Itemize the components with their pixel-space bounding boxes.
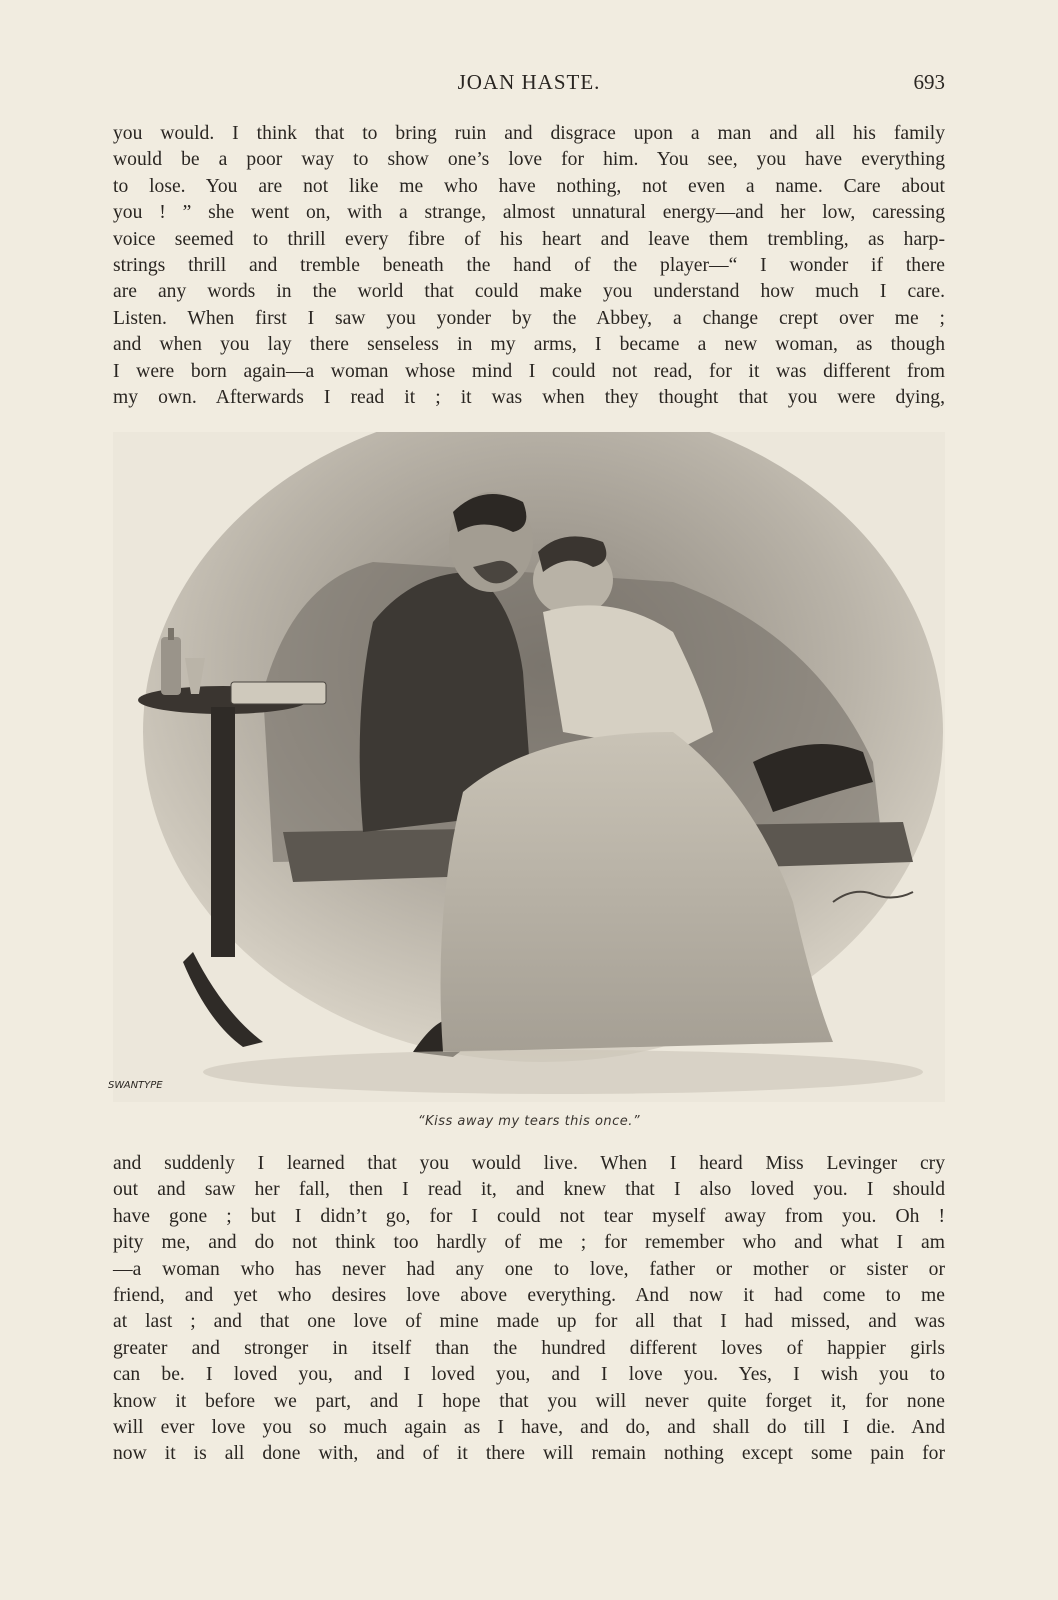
text-line: can be. I loved you, and I loved you, and I love you. Yes, I wish you to bbox=[113, 1364, 945, 1386]
text-line: and suddenly I learned that you would live. When I heard Miss Levinger cry bbox=[113, 1153, 945, 1174]
running-title: JOAN HASTE. bbox=[457, 70, 601, 94]
text-line: voice seemed to thrill every fibre of his heart and leave them trembling, as harp- bbox=[113, 228, 945, 250]
text-line: at last ; and that one love of mine made up for all that I had missed, and was bbox=[113, 1311, 945, 1333]
text-line: will ever love you so much again as I have, and do, and shall do till I die. And bbox=[113, 1416, 945, 1438]
text-line: strings thrill and tremble beneath the hand of the player—“ I wonder if there bbox=[113, 254, 945, 276]
illustration bbox=[113, 432, 945, 1102]
book bbox=[231, 682, 326, 704]
text-line: are any words in the world that could make you understand how much I care. bbox=[113, 281, 945, 303]
text-line: you ! ” she went on, with a strange, almost unnatural energy—and her low, caressing bbox=[113, 202, 945, 224]
text-line: have gone ; but I didn’t go, for I could not tear myself away from you. Oh ! bbox=[113, 1205, 945, 1227]
text-line: out and saw her fall, then I read it, and knew that I also loved you. I should bbox=[113, 1179, 945, 1201]
text-line: pity me, and do not think too hardly of me ; for remember who and what I am bbox=[113, 1232, 945, 1254]
text-line: to lose. You are not like me who have nothing, not even a name. Care about bbox=[113, 175, 945, 197]
text-line: Listen. When first I saw you yonder by the Abbey, a change crept over me ; bbox=[113, 307, 945, 329]
figure-caption: “Kiss away my tears this once.” bbox=[417, 1114, 641, 1129]
bottle bbox=[161, 637, 181, 695]
text-line: know it before we part, and I hope that you will never quite forget it, for none bbox=[113, 1390, 945, 1412]
text-line: I were born again—a woman whose mind I could not read, for it was different from bbox=[113, 360, 945, 382]
text-line: you would. I think that to bring ruin and disgrace upon a man and all his family bbox=[113, 123, 945, 144]
engraver-mark: SWANTYPE bbox=[108, 1080, 163, 1091]
body-text-top bbox=[113, 121, 945, 411]
text-line: now it is all done with, and of it there will remain nothing except some pain for bbox=[113, 1443, 945, 1465]
text-line: would be a poor way to show one’s love for him. You see, you have everything bbox=[113, 149, 945, 171]
text-line: greater and stronger in itself than the hundred different loves of happier girls bbox=[113, 1337, 945, 1359]
page-number: 693 bbox=[913, 70, 945, 94]
text-line: friend, and yet who desires love above everything. And now it had come to me bbox=[113, 1284, 945, 1306]
text-line: and when you lay there senseless in my arms, I became a new woman, as though bbox=[113, 334, 945, 356]
page-header bbox=[113, 70, 945, 100]
body-text-bottom bbox=[113, 1151, 945, 1468]
illustration-drawing bbox=[113, 432, 945, 1102]
text-line: —a woman who has never had any one to love, father or mother or sister or bbox=[113, 1258, 945, 1280]
text-line: my own. Afterwards I read it ; it was when they thought that you were dying, bbox=[113, 386, 945, 408]
